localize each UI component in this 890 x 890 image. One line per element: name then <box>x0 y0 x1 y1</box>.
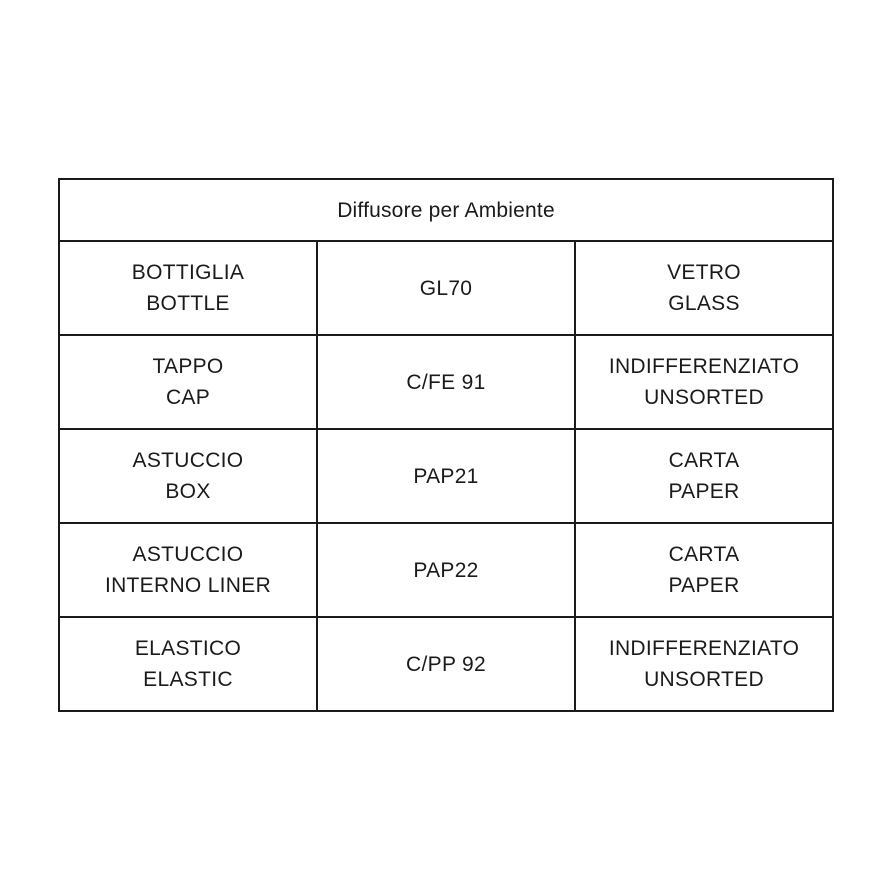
table-row <box>59 617 833 711</box>
disposal-table <box>58 178 834 712</box>
disposal-label-en: UNSORTED <box>644 386 764 409</box>
component-label-it: ASTUCCIO <box>132 543 244 566</box>
component-label-it: TAPPO <box>152 355 224 378</box>
material-code-cell: GL70 <box>317 241 575 335</box>
material-code-cell: PAP21 <box>317 429 575 523</box>
component-label-it: ASTUCCIO <box>132 449 244 472</box>
disposal-cell <box>575 429 833 523</box>
disposal-cell <box>575 523 833 617</box>
disposal-label-it: INDIFFERENZIATO <box>608 355 800 378</box>
component-label-it: BOTTIGLIA <box>131 261 245 284</box>
component-label-en: CAP <box>165 386 211 409</box>
disposal-label-it: CARTA <box>668 543 740 566</box>
material-code-cell: PAP22 <box>317 523 575 617</box>
material-code-cell: C/FE 91 <box>317 335 575 429</box>
component-label-it: ELASTICO <box>134 637 242 660</box>
table-row <box>59 241 833 335</box>
component-label-en: INTERNO LINER <box>104 574 272 597</box>
disposal-cell <box>575 241 833 335</box>
disposal-label-en: UNSORTED <box>644 668 764 691</box>
material-code-cell: C/PP 92 <box>317 617 575 711</box>
component-cell <box>59 241 317 335</box>
disposal-label-it: CARTA <box>668 449 740 472</box>
disposal-table-container <box>58 178 832 712</box>
disposal-cell <box>575 617 833 711</box>
table-row <box>59 335 833 429</box>
component-cell <box>59 617 317 711</box>
table-row <box>59 523 833 617</box>
component-label-en: BOX <box>165 480 211 503</box>
disposal-cell <box>575 335 833 429</box>
component-cell <box>59 335 317 429</box>
disposal-label-it: VETRO <box>667 261 741 284</box>
disposal-label-en: PAPER <box>668 574 740 597</box>
component-cell <box>59 523 317 617</box>
table-title: Diffusore per Ambiente <box>59 179 833 241</box>
table-header-row <box>59 179 833 241</box>
disposal-label-it: INDIFFERENZIATO <box>608 637 800 660</box>
disposal-label-en: PAPER <box>668 480 740 503</box>
component-label-en: BOTTLE <box>146 292 230 315</box>
component-cell <box>59 429 317 523</box>
table-row <box>59 429 833 523</box>
disposal-label-en: GLASS <box>668 292 740 315</box>
component-label-en: ELASTIC <box>143 668 233 691</box>
